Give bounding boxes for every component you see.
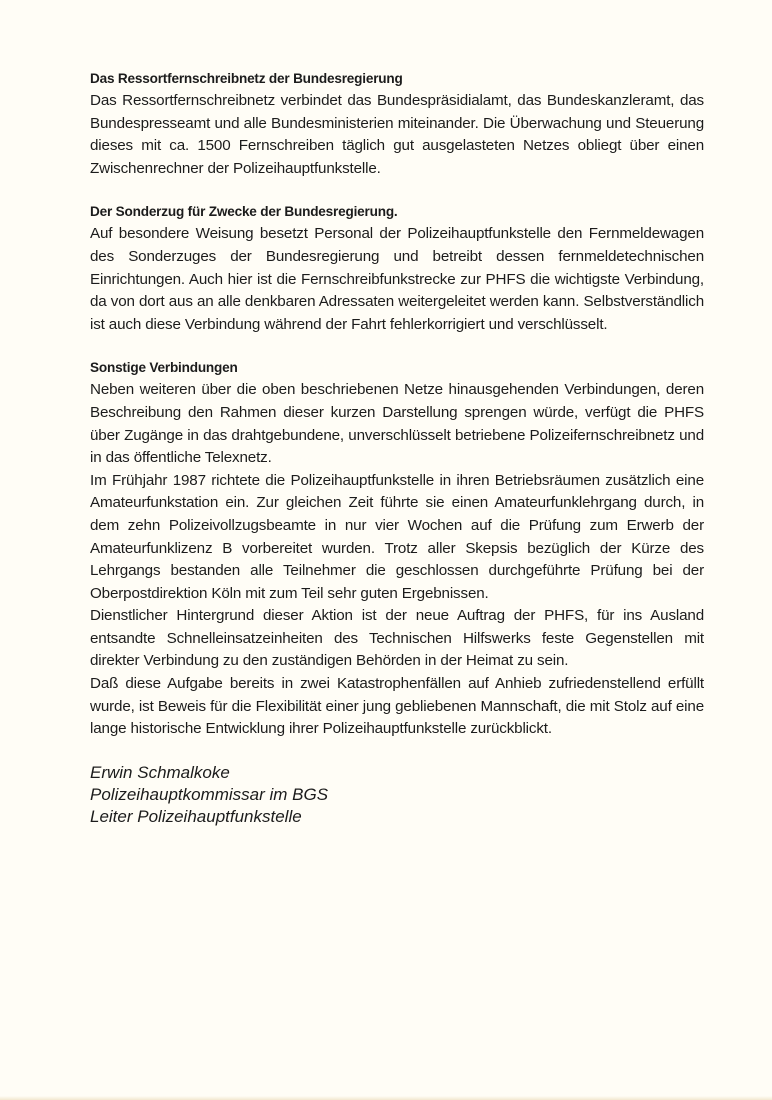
section-ressortfernschreibnetz bbox=[90, 68, 704, 180]
signature-name: Erwin Schmalkoke bbox=[90, 762, 230, 782]
page-bottom-edge bbox=[0, 1096, 772, 1100]
paragraph: Das Ressortfernschreibnetz verbindet das Bundespräsidialamt, das Bundeskanzleramt, das Bundespresseamt und alle Bundesministerien miteinander. Die Überwachung und Steuerung dieses mit ca. 1500 Fernschreiben täglich gut ausgelasteten Netzes obliegt über einen Zwischenrechner der Polizeihauptfunkstelle. bbox=[90, 92, 704, 177]
paragraph: Daß diese Aufgabe bereits in zwei Katastrophenfällen auf Anhieb zufriedenstellend erfüllt wurde, ist Beweis für die Flexibilität einer jung gebliebenen Mannschaft, die mit Stolz auf eine lange historische Entwicklung ihrer Polizeihauptfunkstelle zurückblickt. bbox=[90, 675, 704, 738]
paragraph: Auf besondere Weisung besetzt Personal der Polizeihauptfunkstelle den Fernmeldewagen des Sonderzuges der Bundesregierung und betreibt dessen fernmeldetechnischen Einrichtungen. Auch hier ist die Fernschreibfunkstrecke zur PHFS die wichtigste Verbindung, da von dort aus an alle denkbaren Adressaten weitergeleitet werden kann. Selbstverständlich ist auch diese Verbindung während der Fahrt fehlerkorrigiert und verschlüsselt. bbox=[90, 225, 704, 333]
signature-rank: Polizeihauptkommissar im BGS bbox=[90, 784, 329, 804]
section-sonderzug bbox=[90, 201, 704, 336]
signature-block bbox=[90, 762, 704, 828]
paragraph: Neben weiteren über die oben beschriebenen Netze hinausgehenden Verbindungen, deren Beschreibung den Rahmen dieser kurzen Darstellung sprengen würde, verfügt die PHFS über Zugänge in das drahtgebundene, unverschlüsselt betriebene Polizeifernschreibnetz und in das öffentliche Telexnetz. bbox=[90, 381, 704, 467]
signature-role: Leiter Polizeihauptfunkstelle bbox=[90, 806, 302, 826]
section-heading: Der Sonderzug für Zwecke der Bundesregierung. bbox=[90, 204, 398, 220]
section-heading: Sonstige Verbindungen bbox=[90, 360, 238, 376]
document-page bbox=[90, 68, 704, 828]
section-sonstige-verbindungen bbox=[90, 357, 704, 741]
paragraph: Dienstlicher Hintergrund dieser Aktion ist der neue Auftrag der PHFS, für ins Ausland entsandte Schnelleinsatzeinheiten des Technischen Hilfswerks feste Gegenstellen mit direkter Verbindung zu den zuständigen Behörden in der Heimat zu sein. bbox=[90, 607, 704, 670]
paragraph: Im Frühjahr 1987 richtete die Polizeihauptfunkstelle in ihren Betriebsräumen zusätzlich eine Amateurfunkstation ein. Zur gleichen Zeit führte sie einen Amateurfunklehrgang durch, in dem zehn Polizeivollzugsbeamte in nur vier Wochen auf die Prüfung zum Erwerb der Amateurfunklizenz B vorbereitet wurden. Trotz aller Skepsis bezüglich der Kürze des Lehrgangs bestanden alle Teilnehmer die geschlossen durchgeführte Prüfung bei der Oberpostdirektion Köln mit zum Teil sehr guten Ergebnissen. bbox=[90, 471, 704, 602]
section-heading: Das Ressortfernschreibnetz der Bundesregierung bbox=[90, 71, 403, 86]
